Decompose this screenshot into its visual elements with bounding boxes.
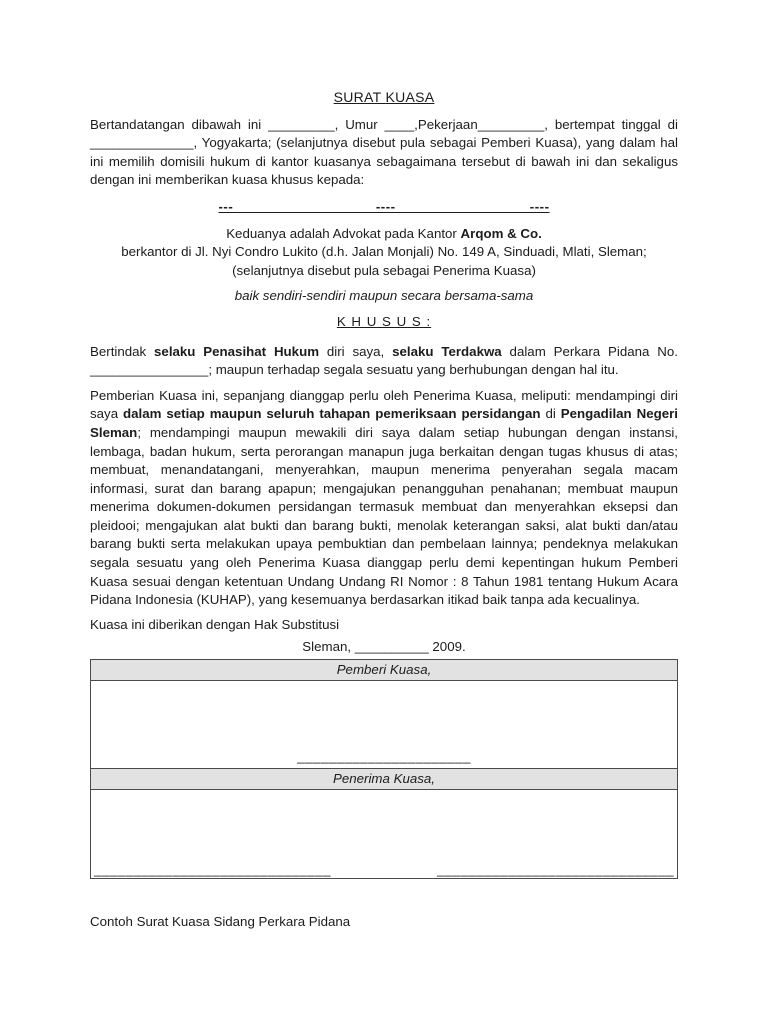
khusus-heading: K H U S U S :: [336, 313, 432, 329]
footer-caption: Contoh Surat Kuasa Sidang Perkara Pidana: [90, 914, 351, 930]
khusus-run-2-bold: selaku Penasihat Hukum: [154, 343, 320, 359]
scope-run-5: ; mendampingi maupun mewakili diri saya dalam setiap hubungan dengan instansi, lembaga, badan hukum, serta perorangan manapun juga berkaitan dengan tugas khusus di atas; membuat, menandatangani, menyerahkan, maupun menerima penyerahan segala macam informasi, surat dan barang apapun; mengajukan penangguhan penahanan; membuat maupun menerima dokumen-dokumen persidangan termasuk membuat dan menyerahkan eksepsi dan pleidooi; mengajukan alat bukti dan barang bukti, menolak keterangan saksi, alat bukti dan/atau barang bukti serta melakukan upaya pembuktian dan pembelaan lainnya; pendeknya melakukan segala sesuatu yang oleh Penerima Kuasa dianggap perlu demi kepentingan hukum Pemberi Kuasa sesuai dengan ketentuan Undang Undang RI Nomor : 8 Tahun 1981 tentang Hukum Acara Pidana Indonesia (KUHAP), yang kesemuanya berdasarkan itikad baik tanpa ada kecualinya.: [90, 424, 678, 608]
penerima-kuasa-alias-line: (selanjutnya disebut pula sebagai Penerima Kuasa): [232, 262, 536, 278]
scope-run-3: di: [540, 406, 561, 422]
scope-run-2-bold: dalam setiap maupun seluruh tahapan pemeriksaan persidangan: [123, 406, 541, 422]
penerima-kuasa-header: Penerima Kuasa,: [91, 769, 677, 790]
attorney-block: [90, 225, 678, 281]
khusus-run-4-bold: selaku Terdakwa: [392, 343, 502, 359]
khusus-run-3: diri saya,: [319, 343, 393, 359]
date-line: Sleman, __________ 2009.: [302, 639, 466, 655]
khusus-run-5: dalam Perkara Pidana No. ________________; maupun terhadap segala sesuatu yang berhubungan dengan hal itu.: [90, 343, 678, 378]
pemberi-kuasa-header: Pemberi Kuasa,: [91, 660, 677, 681]
substitution-clause: Kuasa ini diberikan dengan Hak Substitusi: [90, 616, 340, 632]
attorney-line-1-prefix: Keduanya adalah Advokat pada Kantor: [226, 225, 461, 241]
attorney-line-1: [90, 225, 678, 244]
attorney-address-line: berkantor di Jl. Nyi Condro Lukito (d.h. Jalan Monjali) No. 149 A, Sinduadi, Mlati, Sleman;: [121, 244, 647, 260]
pemberi-signature-line: ______________________: [297, 749, 471, 765]
signature-table: [90, 659, 678, 879]
scope-paragraph: [90, 387, 678, 610]
joint-clause: baik sendiri-sendiri maupun secara bersama-sama: [234, 288, 534, 304]
penerima-signature-line-left: ______________________________: [94, 862, 331, 878]
scope-run-4-bold: Pengadilan Negeri Sleman: [90, 406, 678, 440]
scope-run-1: Pemberian Kuasa ini, sepanjang dianggap perlu oleh Penerima Kuasa, meliputi: mendampingi diri saya: [90, 387, 678, 422]
pemberi-kuasa-signature-area: [91, 681, 677, 769]
law-firm-name: Arqom & Co.: [460, 225, 542, 241]
penerima-signature-line-right: ______________________________: [437, 862, 674, 878]
penerima-signature-lines: [94, 861, 674, 880]
document-title: SURAT KUASA: [333, 89, 435, 105]
khusus-run-1: Bertindak: [90, 343, 155, 359]
penerima-kuasa-signature-area: [91, 790, 677, 878]
khusus-paragraph: [90, 343, 678, 380]
attorney-names-blank-line: --- _________________ ----_________________----: [218, 198, 550, 214]
opening-paragraph: Bertandatangan dibawah ini _________, Umur ____,Pekerjaan_________, bertempat tinggal di ______________, Yogyakarta; (selanjutnya disebut pula sebagai Pemberi Kuasa), yang dalam hal ini memilih domisili hukum di kantor kuasanya sebagaimana tersebut di bawah ini dan sekaligus dengan ini memberikan kuasa khusus kepada:: [90, 116, 678, 188]
